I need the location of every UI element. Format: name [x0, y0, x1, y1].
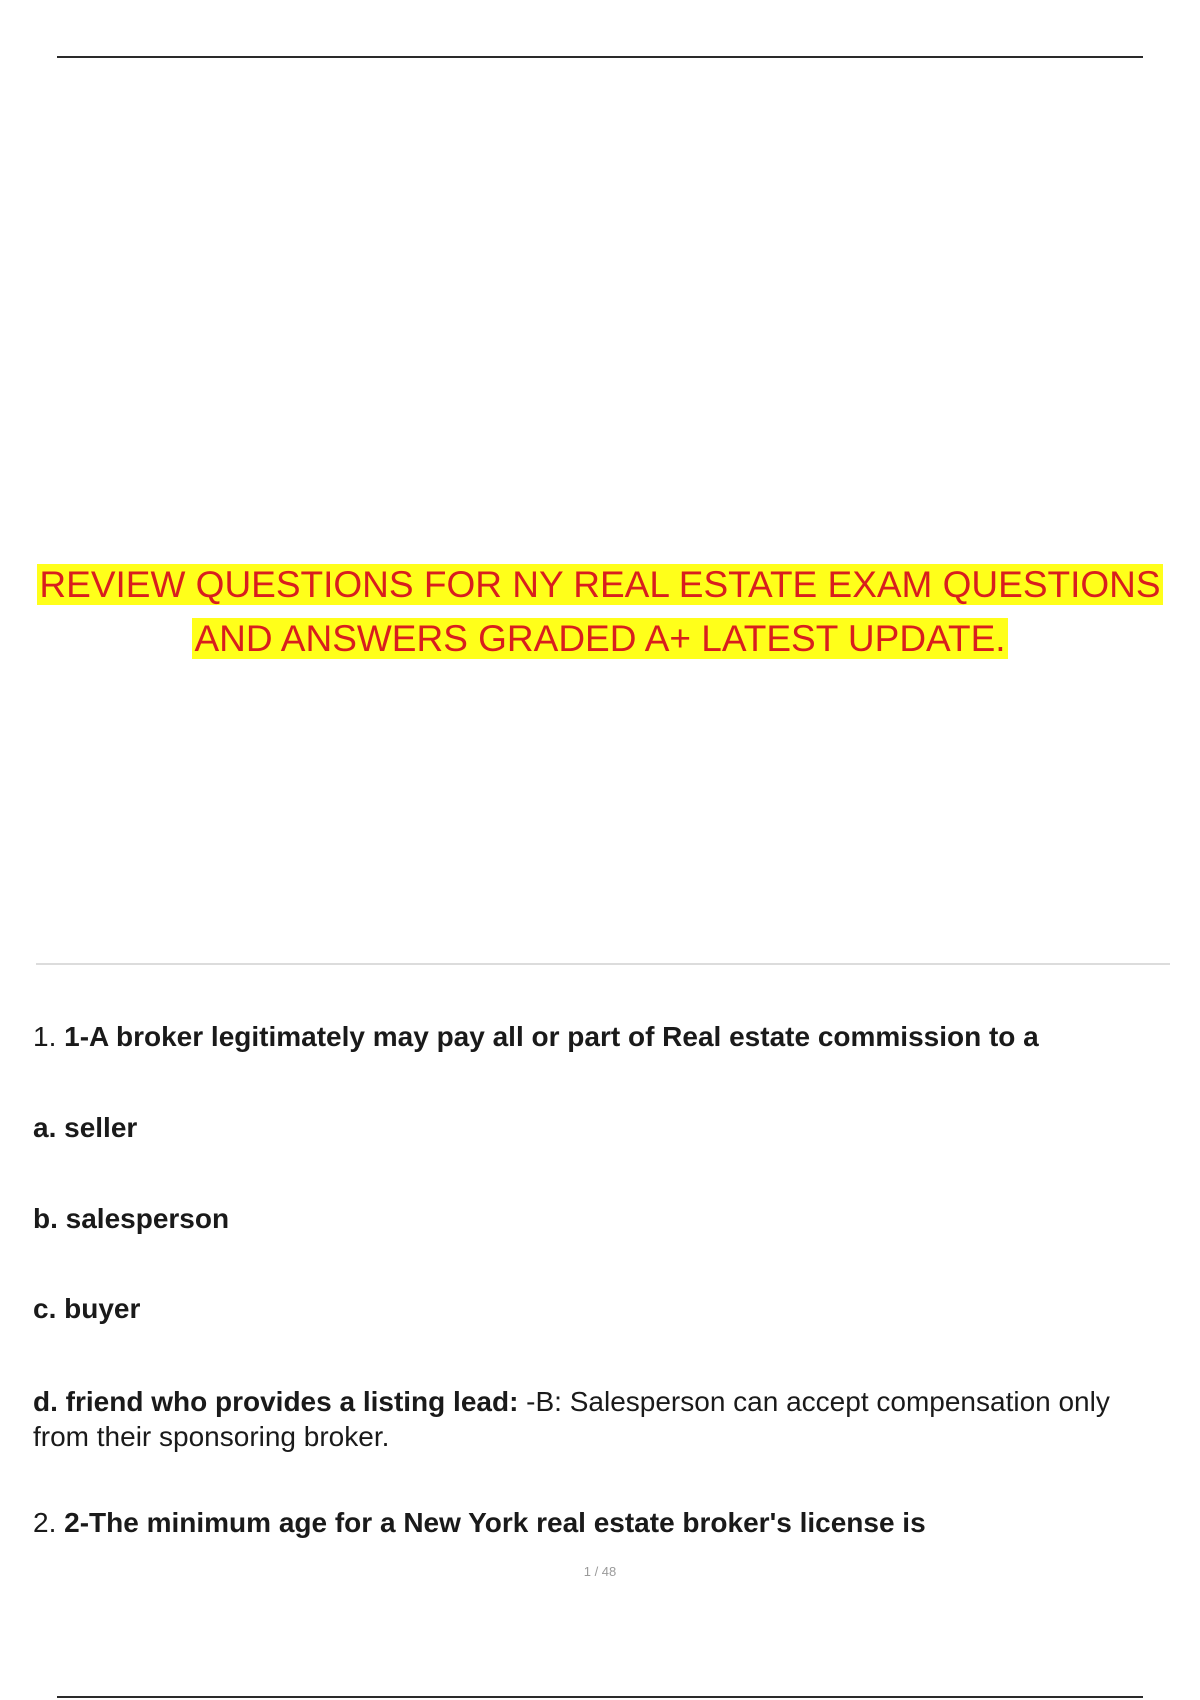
title-line-1: REVIEW QUESTIONS FOR NY REAL ESTATE EXAM QUESTIONS [39, 564, 1161, 605]
question-1 [33, 1020, 1173, 1054]
question-1-option-b: b. salesperson [33, 1203, 230, 1234]
page-indicator: 1 / 48 [583, 1564, 617, 1579]
question-2 [33, 1506, 1173, 1540]
question-1-option-c: c. buyer [33, 1293, 141, 1324]
question-1-option-d [33, 1384, 1173, 1454]
question-1-option-d-text: d. friend who provides a listing lead: [33, 1386, 519, 1417]
question-2-stem: 2-The minimum age for a New York real estate broker's license is [64, 1507, 926, 1538]
section-divider [36, 963, 1170, 965]
question-2-number: 2. [33, 1507, 57, 1538]
document-title [0, 558, 1200, 666]
title-line-2: AND ANSWERS GRADED A+ LATEST UPDATE. [194, 618, 1006, 659]
question-1-stem: 1-A broker legitimately may pay all or part of Real estate commission to a [64, 1021, 1039, 1052]
bottom-divider [57, 1696, 1143, 1698]
question-1-answer: -B: Salesperson can accept compensation only from their sponsoring broker. [33, 1386, 1110, 1452]
question-1-number: 1. [33, 1021, 57, 1052]
question-1-option-a: a. seller [33, 1112, 138, 1143]
top-divider [57, 56, 1143, 58]
